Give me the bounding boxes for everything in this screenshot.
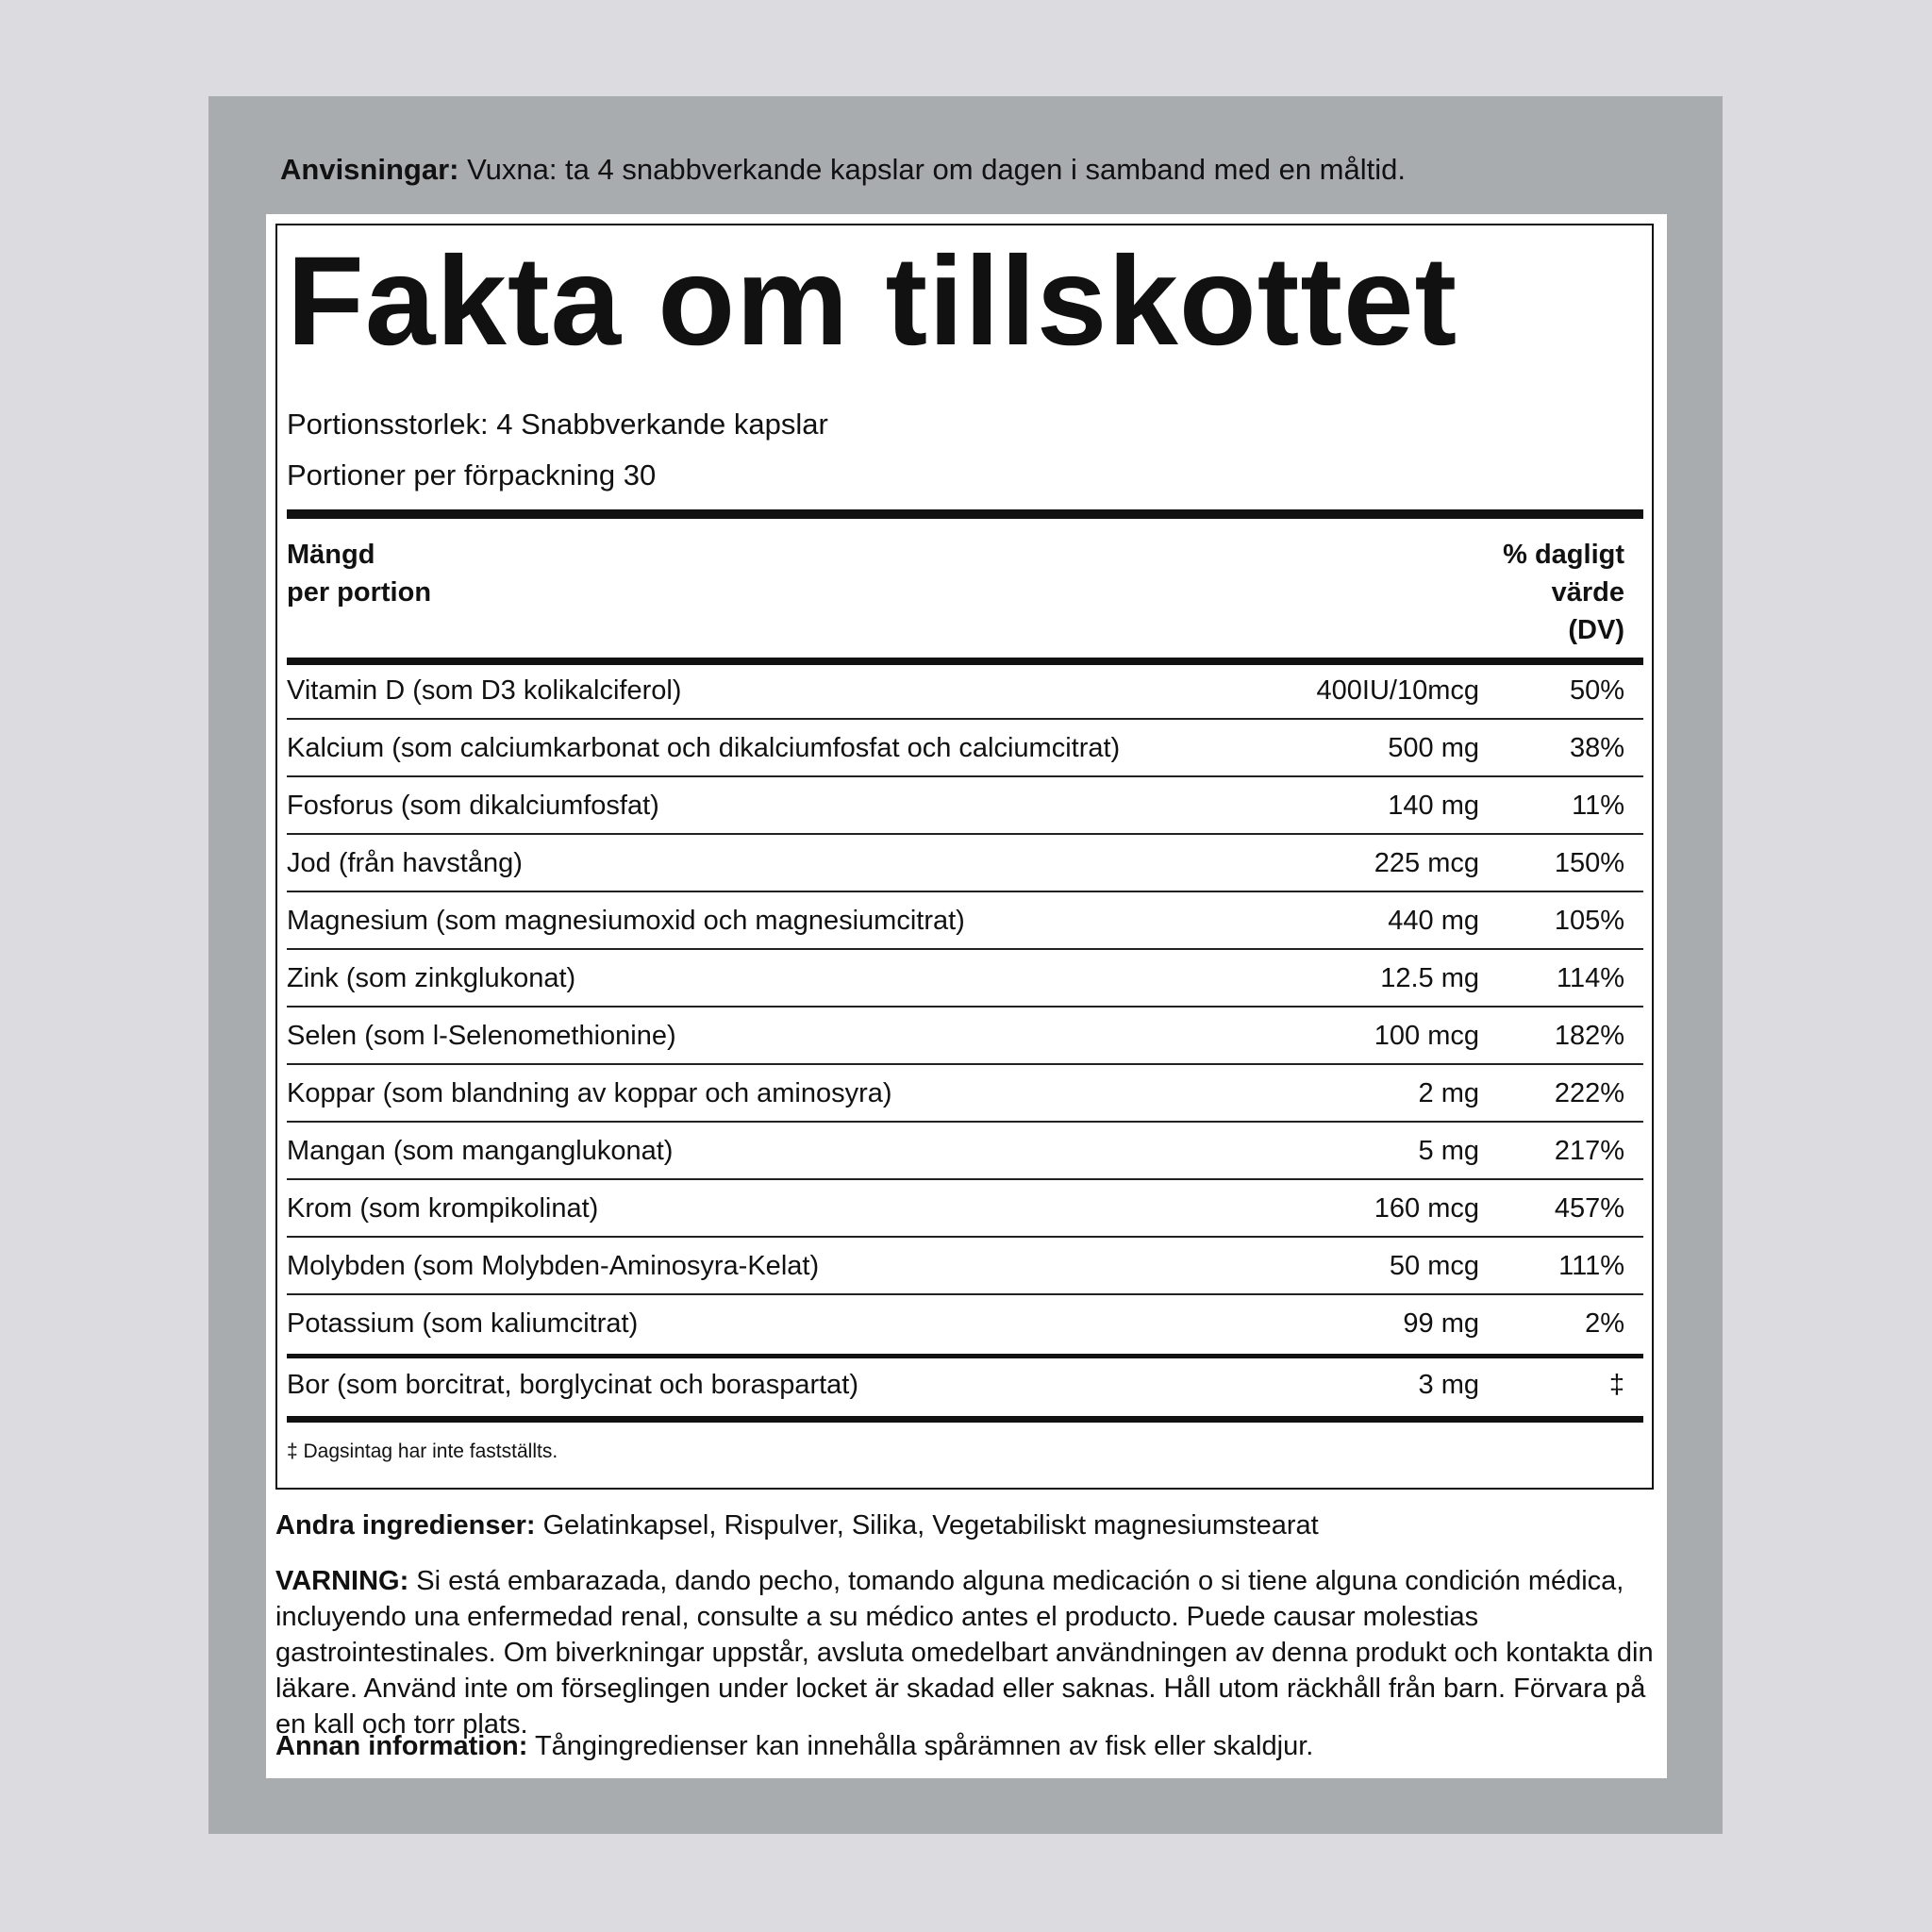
nutrient-amount: 500 mg — [1388, 733, 1479, 763]
nutrient-name: Jod (från havstång) — [287, 848, 523, 878]
facts-title: Fakta om tillskottet — [287, 231, 1458, 372]
table-row — [287, 950, 1643, 1008]
nutrient-name: Vitamin D (som D3 kolikalciferol) — [287, 675, 682, 706]
nutrient-amount: 3 mg — [1418, 1370, 1479, 1400]
nutrient-name: Molybden (som Molybden-Aminosyra-Kelat) — [287, 1251, 820, 1281]
nutrient-amount: 160 mcg — [1374, 1193, 1479, 1224]
directions-label: Anvisningar: — [280, 153, 459, 186]
directions-text: Vuxna: ta 4 snabbverkande kapslar om dagen i samband med en måltid. — [458, 153, 1406, 186]
nutrient-amount: 440 mg — [1388, 906, 1479, 936]
header-dv: (DV) — [1568, 615, 1624, 645]
table-row — [287, 777, 1643, 835]
header-daily: % dagligt — [1503, 540, 1624, 570]
table-row — [287, 662, 1643, 720]
table-row — [287, 1065, 1643, 1123]
nutrient-name: Krom (som krompikolinat) — [287, 1193, 599, 1224]
nutrient-name: Zink (som zinkglukonat) — [287, 963, 576, 993]
nutrient-name: Koppar (som blandning av koppar och aminosyra) — [287, 1078, 892, 1108]
nutrient-dv: 217% — [1554, 1136, 1624, 1166]
warning — [275, 1563, 1662, 1742]
other-information-text: Tångingredienser kan innehålla spårämnen av fisk eller skaldjur. — [527, 1731, 1314, 1761]
nutrient-name: Kalcium (som calciumkarbonat och dikalciumfosfat och calciumcitrat) — [287, 733, 1121, 763]
nutrient-dv: 111% — [1558, 1251, 1624, 1281]
nutrient-dv: 114% — [1556, 963, 1624, 993]
nutrient-amount: 400IU/10mcg — [1316, 675, 1479, 706]
nutrient-dv: 457% — [1554, 1193, 1624, 1224]
warning-label: VARNING: — [275, 1566, 409, 1596]
nutrient-dv: 50% — [1569, 675, 1624, 706]
daily-value-header — [1434, 536, 1624, 649]
other-information-label: Annan information: — [275, 1731, 528, 1761]
directions — [280, 151, 1406, 189]
other-ingredients-label: Andra ingredienser: — [275, 1510, 536, 1541]
table-row — [287, 1008, 1643, 1065]
other-ingredients-text: Gelatinkapsel, Rispulver, Silika, Vegetabiliskt magnesiumstearat — [535, 1510, 1319, 1541]
nutrient-dv: 222% — [1554, 1078, 1624, 1108]
nutrient-name: Bor (som borcitrat, borglycinat och boraspartat) — [287, 1370, 859, 1400]
nutrient-dv: 150% — [1554, 848, 1624, 878]
nutrient-name: Mangan (som manganglukonat) — [287, 1136, 674, 1166]
nutrient-dv: ‡ — [1608, 1370, 1624, 1400]
nutrient-amount: 100 mcg — [1374, 1021, 1479, 1051]
serving-size: Portionsstorlek: 4 Snabbverkande kapslar — [287, 408, 828, 441]
nutrient-name: Potassium (som kaliumcitrat) — [287, 1308, 639, 1339]
nutrient-amount: 99 mg — [1403, 1308, 1479, 1339]
nutrient-dv: 182% — [1554, 1021, 1624, 1051]
other-ingredients — [275, 1507, 1662, 1543]
table-row — [287, 1123, 1643, 1180]
nutrient-amount: 140 mg — [1388, 791, 1479, 821]
table-row — [287, 835, 1643, 892]
table-row-boron — [287, 1357, 1643, 1414]
amount-per-serving-header — [287, 536, 431, 611]
servings-per-container: Portioner per förpackning 30 — [287, 458, 657, 491]
nutrient-name: Magnesium (som magnesiumoxid och magnesiumcitrat) — [287, 906, 965, 936]
table-row — [287, 1238, 1643, 1295]
footnote: ‡ Dagsintag har inte fastställts. — [287, 1441, 558, 1462]
nutrient-amount: 50 mcg — [1389, 1251, 1479, 1281]
table-row — [287, 1180, 1643, 1238]
nutrient-name: Selen (som l-Selenomethionine) — [287, 1021, 676, 1051]
nutrient-dv: 11% — [1572, 791, 1624, 821]
header-per-serving: per portion — [287, 577, 432, 608]
thick-divider-top — [287, 509, 1643, 519]
nutrient-amount: 12.5 mg — [1380, 963, 1479, 993]
table-row — [287, 1295, 1643, 1353]
nutrient-dv: 105% — [1554, 906, 1624, 936]
warning-text: Si está embarazada, dando pecho, tomando alguna medicación o si tiene alguna condición médica, incluyendo una enfermedad renal, consulte a su médico antes el producto. Puede causar molestias gastrointestinales. Om biverkningar uppstår, avsluta omedelbart användningen av denna produkt och kontakta din läkare. Använd inte om förseglingen under locket är skadad eller saknas. Håll utom räckhåll från barn. Förvara på en kall och torr plats. — [275, 1566, 1654, 1740]
other-information — [275, 1728, 1662, 1764]
thick-divider-bottom — [287, 1416, 1643, 1423]
nutrient-amount: 2 mg — [1418, 1078, 1479, 1108]
nutrient-name: Fosforus (som dikalciumfosfat) — [287, 791, 659, 821]
table-row — [287, 892, 1643, 950]
nutrient-dv: 2% — [1585, 1308, 1624, 1339]
nutrient-amount: 225 mcg — [1374, 848, 1479, 878]
nutrient-dv: 38% — [1569, 733, 1624, 763]
nutrient-amount: 5 mg — [1418, 1136, 1479, 1166]
table-row — [287, 720, 1643, 777]
header-amount: Mängd — [287, 540, 375, 570]
header-value: värde — [1551, 577, 1624, 608]
